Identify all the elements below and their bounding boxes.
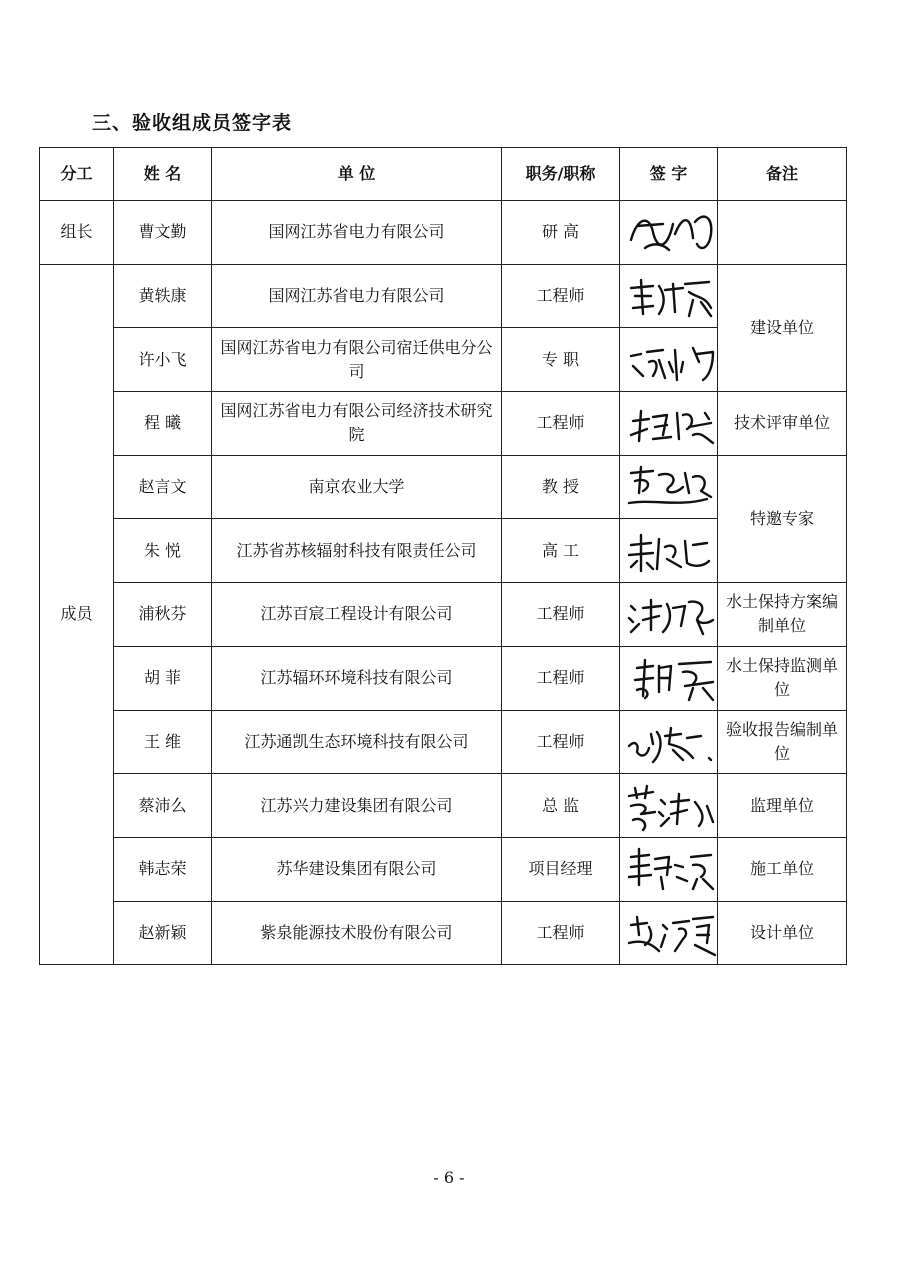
group-member-cell: 成员 (40, 264, 114, 965)
unit-cell: 国网江苏省电力有限公司 (212, 201, 502, 265)
table-row (40, 646, 847, 710)
note-cell: 监理单位 (718, 774, 847, 838)
unit-cell: 国网江苏省电力有限公司宿迁供电分公司 (212, 328, 502, 392)
name-cell: 王 维 (114, 710, 212, 774)
table-row (40, 264, 847, 328)
table-row (40, 710, 847, 774)
handwritten-signature (623, 268, 718, 324)
handwritten-signature (623, 650, 718, 706)
signature-cell (620, 264, 718, 328)
name-cell: 韩志荣 (114, 837, 212, 901)
title-cell: 工程师 (502, 646, 620, 710)
unit-cell: 苏华建设集团有限公司 (212, 837, 502, 901)
handwritten-signature (623, 459, 718, 515)
signature-table (39, 147, 847, 965)
title-cell: 工程师 (502, 901, 620, 965)
title-cell: 高 工 (502, 519, 620, 583)
signature-cell (620, 837, 718, 901)
signature-cell (620, 901, 718, 965)
name-cell: 胡 菲 (114, 646, 212, 710)
handwritten-signature (623, 395, 718, 451)
signature-cell (620, 646, 718, 710)
unit-cell: 江苏通凯生态环境科技有限公司 (212, 710, 502, 774)
name-cell: 黄轶康 (114, 264, 212, 328)
note-cell: 建设单位 (718, 264, 847, 391)
signature-cell (620, 328, 718, 392)
title-cell: 工程师 (502, 392, 620, 456)
unit-cell: 江苏辐环环境科技有限公司 (212, 646, 502, 710)
handwritten-signature (623, 841, 718, 897)
note-cell: 特邀专家 (718, 455, 847, 582)
header-division: 分工 (40, 148, 114, 201)
signature-cell (620, 774, 718, 838)
header-signature: 签 字 (620, 148, 718, 201)
handwritten-signature (623, 905, 718, 961)
table-row (40, 901, 847, 965)
name-cell: 许小飞 (114, 328, 212, 392)
name-cell: 曹文勤 (114, 201, 212, 265)
title-cell: 工程师 (502, 264, 620, 328)
table-row (40, 837, 847, 901)
header-note: 备注 (718, 148, 847, 201)
unit-cell: 江苏兴力建设集团有限公司 (212, 774, 502, 838)
title-cell: 专 职 (502, 328, 620, 392)
signature-cell (620, 519, 718, 583)
handwritten-signature (623, 204, 718, 260)
title-cell: 工程师 (502, 583, 620, 647)
signature-cell (620, 201, 718, 265)
title-cell: 研 高 (502, 201, 620, 265)
name-cell: 赵新颖 (114, 901, 212, 965)
note-cell: 水土保持监测单位 (718, 646, 847, 710)
handwritten-signature (623, 586, 718, 642)
header-unit: 单 位 (212, 148, 502, 201)
unit-cell: 国网江苏省电力有限公司 (212, 264, 502, 328)
unit-cell: 紫泉能源技术股份有限公司 (212, 901, 502, 965)
note-cell (718, 201, 847, 265)
note-cell: 技术评审单位 (718, 392, 847, 456)
handwritten-signature (623, 332, 718, 388)
note-cell: 施工单位 (718, 837, 847, 901)
title-cell: 工程师 (502, 710, 620, 774)
table-row (40, 583, 847, 647)
unit-cell: 江苏百宸工程设计有限公司 (212, 583, 502, 647)
unit-cell: 江苏省苏核辐射科技有限责任公司 (212, 519, 502, 583)
title-cell: 教 授 (502, 455, 620, 519)
table-header-row (40, 148, 847, 201)
signature-cell (620, 455, 718, 519)
unit-cell: 国网江苏省电力有限公司经济技术研究院 (212, 392, 502, 456)
handwritten-signature (623, 523, 718, 579)
table-row (40, 774, 847, 838)
signature-cell (620, 710, 718, 774)
handwritten-signature (623, 778, 718, 834)
group-leader-cell: 组长 (40, 201, 114, 265)
name-cell: 赵言文 (114, 455, 212, 519)
page-number: - 6 - (433, 1168, 465, 1187)
table-row (40, 455, 847, 519)
note-cell: 设计单位 (718, 901, 847, 965)
name-cell: 浦秋芬 (114, 583, 212, 647)
name-cell: 蔡沛么 (114, 774, 212, 838)
table-row (40, 392, 847, 456)
name-cell: 程 曦 (114, 392, 212, 456)
note-cell: 水土保持方案编制单位 (718, 583, 847, 647)
header-title: 职务/职称 (502, 148, 620, 201)
name-cell: 朱 悦 (114, 519, 212, 583)
title-cell: 总 监 (502, 774, 620, 838)
signature-cell (620, 392, 718, 456)
note-cell: 验收报告编制单位 (718, 710, 847, 774)
handwritten-signature (623, 714, 718, 770)
unit-cell: 南京农业大学 (212, 455, 502, 519)
section-heading: 三、验收组成员签字表 (92, 112, 293, 134)
table-row (40, 201, 847, 265)
signature-cell (620, 583, 718, 647)
title-cell: 项目经理 (502, 837, 620, 901)
header-name: 姓 名 (114, 148, 212, 201)
